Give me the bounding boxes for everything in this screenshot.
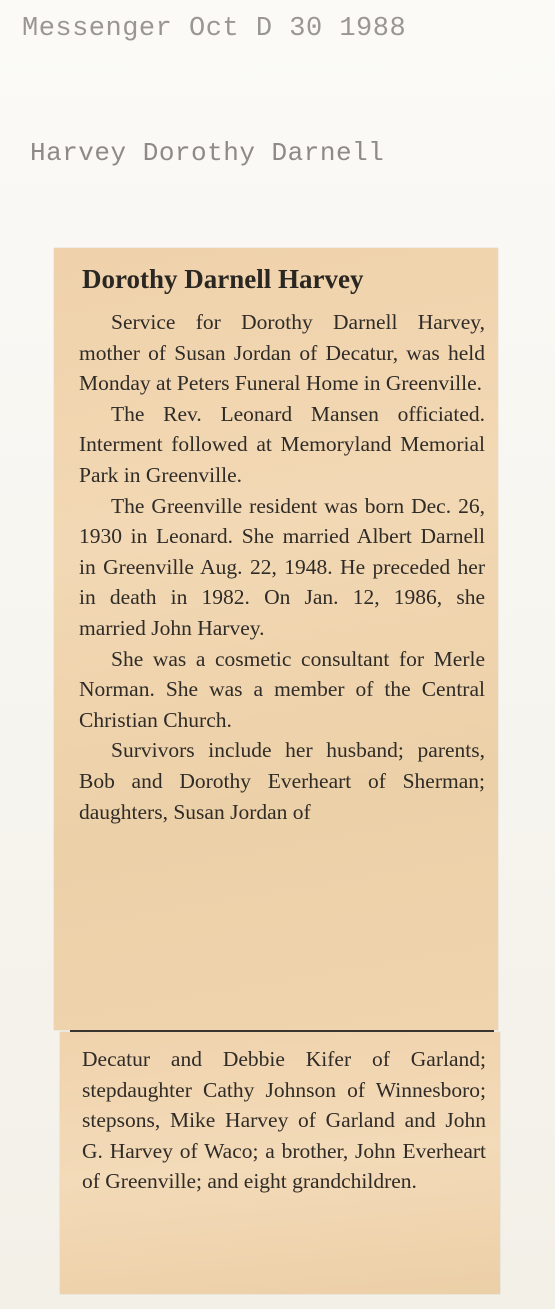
obituary-paragraph: The Greenville resident was born Dec. 26, 1930 in Leonard. She married Albert Darnell in Greenville Aug. 22, 1948. He preceded her in death in 1982. On Jan. 12, 1986, she married John Harvey.: [79, 493, 485, 640]
obituary-paragraph: She was a cosmetic consultant for Merle Norman. She was a member of the Central Christian Church.: [79, 646, 485, 732]
obituary-paragraph: Service for Dorothy Darnell Harvey, mother of Susan Jordan of Decatur, was held Monday at Peters Funeral Home in Greenville.: [79, 310, 485, 396]
obituary-column: [79, 307, 485, 827]
obituary-continuation-text: Decatur and Debbie Kifer of Garland; stepdaughter Cathy Johnson of Winnesboro; stepsons, Mike Harvey of Garland and John G. Harvey of Waco; a brother, John Everheart of Greenville; and eight grandchildren.: [82, 1047, 486, 1194]
obituary-paragraph: Survivors include her husband; parents, Bob and Dorothy Everheart of Sherman; daughters, Susan Jordan of: [79, 738, 485, 824]
obituary-headline: Dorothy Darnell Harvey: [82, 264, 364, 294]
obituary-paragraph: The Rev. Leonard Mansen officiated. Interment followed at Memoryland Memorial Park in Greenville.: [79, 401, 485, 487]
obituary-continuation: [82, 1044, 486, 1197]
clipping-fold-line: [70, 1030, 494, 1032]
clipping-source-date: Messenger Oct D 30 1988: [22, 14, 407, 44]
clipping-name-label: Harvey Dorothy Darnell: [30, 138, 385, 168]
